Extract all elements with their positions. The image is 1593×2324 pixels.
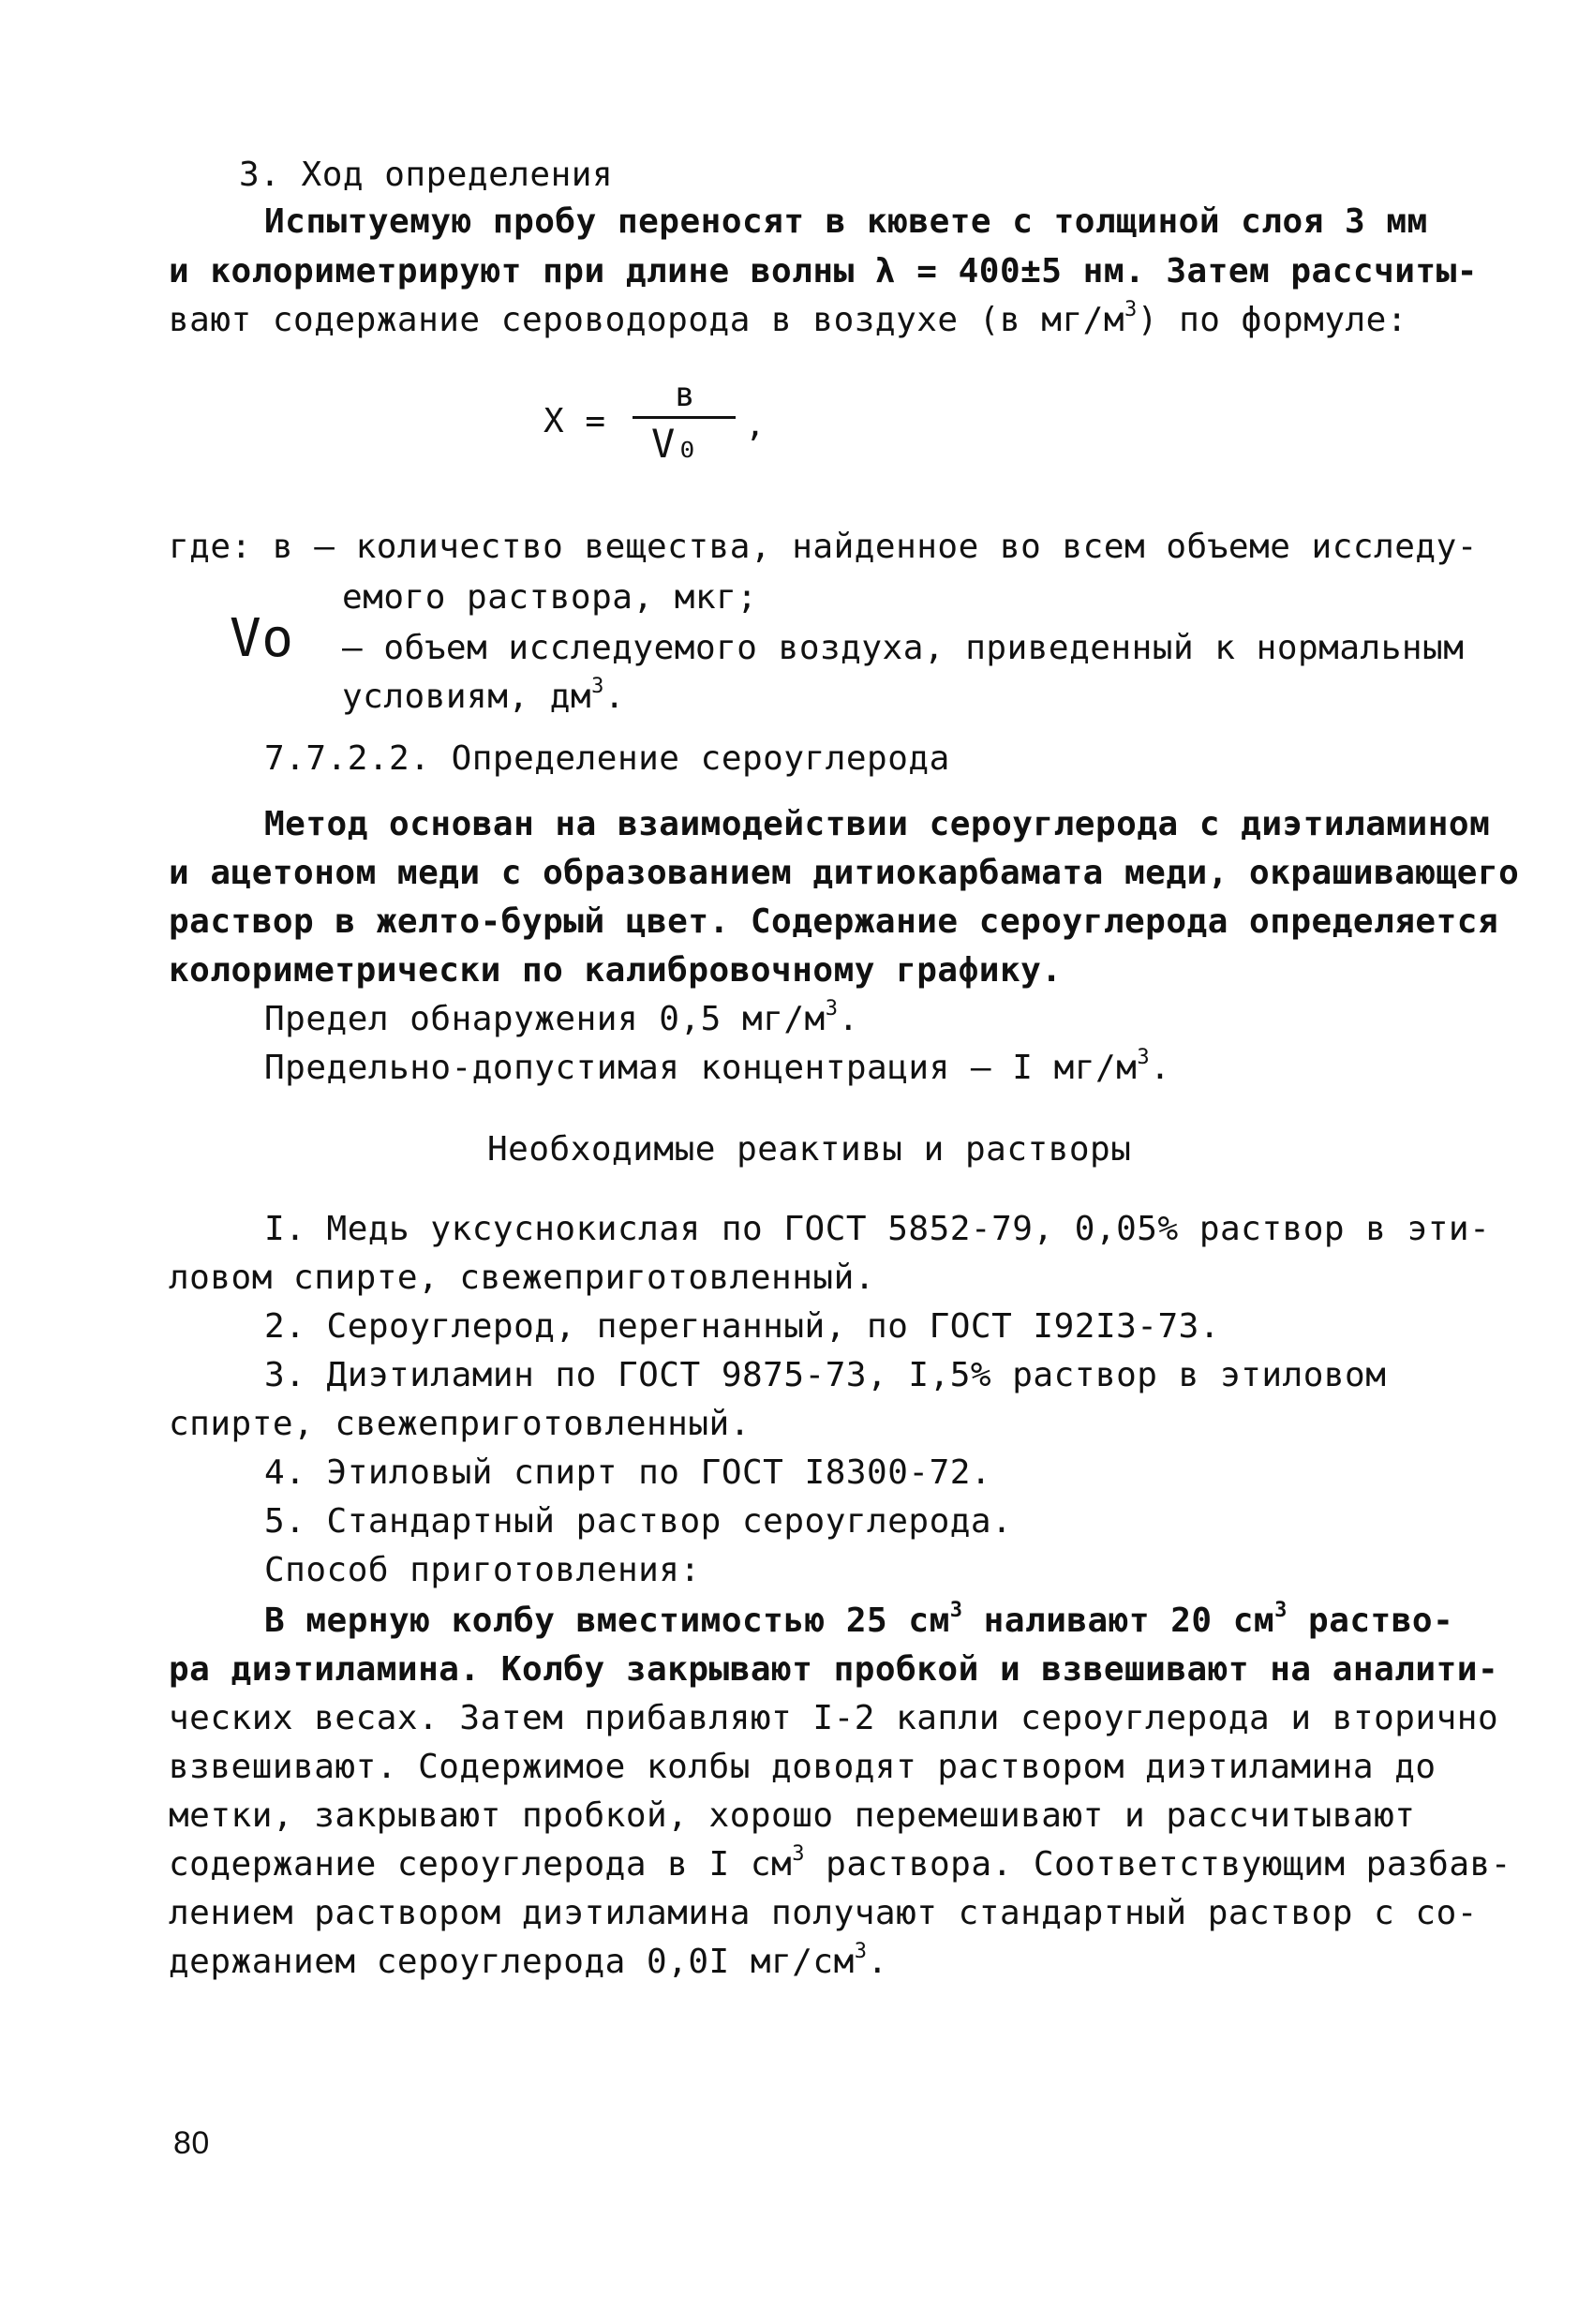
prep-line: лением раствором диэтиламина получают стандартный раствор с со- [169,1894,1478,1932]
where-line: где: в – количество вещества, найденное во всем объеме исследу- [169,528,1478,566]
prep-line: держанием сероуглерода 0,0I $мг/см^3$. [169,1940,888,1981]
detection-limit: Предел обнаружения 0,5 $мг/м^3$. [264,997,859,1038]
mac-limit: Предельно-допустимая концентрация – I $мг/м^3$. [264,1046,1171,1087]
formula: X = в V₀ , [543,376,767,467]
page-number: 80 [173,2125,210,2161]
prep-line: содержание сероуглерода в I $см^3$ раствора. Соответствующим разбав- [169,1842,1511,1884]
section-heading: 3. Ход определения [239,156,614,194]
text-line: колориметрически по калибровочному графику. [169,951,1063,990]
text-line: Испытуемую пробу переносят в кювете с толщиной слоя 3 мм [264,202,1428,241]
list-item: 2. Сероуглерод, перегнанный, по ГОСТ I92I3-73. [264,1307,1220,1346]
reagents-heading: Необходимые реактивы и растворы [487,1130,1132,1169]
prep-line: В мерную колбу вместимостью 25 $см^3$ наливают 20 $см^3$ раство- [264,1599,1454,1640]
list-item: 4. Этиловый спирт по ГОСТ I8300-72. [264,1453,992,1492]
text-line: вают содержание сероводорода в воздухе (в $мг/м^3$) по формуле: [169,298,1408,339]
where-line: – объем исследуемого воздуха, приведенный к нормальным [342,629,1465,667]
text-line: и колориметрируют при длине волны λ = 400±5 нм. Затем рассчиты- [169,252,1478,290]
list-item: спирте, свежеприготовленный. [169,1405,751,1443]
text-line: раствор в желто-бурый цвет. Содержание сероуглерода определяется [169,902,1499,941]
prep-line: ческих весах. Затем прибавляют I-2 капли сероуглерода и вторично [169,1699,1499,1737]
list-item: 3. Диэтиламин по ГОСТ 9875-73, I,5% раствор в этиловом [264,1356,1387,1394]
fraction-bar [633,416,736,419]
prep-line: взвешивают. Содержимое колбы доводят раствором диэтиламина до [169,1748,1437,1786]
text-line: Метод основан на взаимодействии сероуглерода с диэтиламином [264,805,1491,843]
list-item: Способ приготовления: [264,1551,701,1589]
vo-symbol: Vo [230,608,294,669]
list-item: ловом спирте, свежеприготовленный. [169,1259,875,1297]
list-item: I. Медь уксуснокислая по ГОСТ 5852-79, 0,05% раствор в эти- [264,1210,1491,1248]
text-line: и ацетоном меди с образованием дитиокарбамата меди, окрашивающего [169,854,1520,892]
where-line: условиям, $дм^3$. [342,675,626,716]
prep-line: ра диэтиламина. Колбу закрывают пробкой и взвешивают на аналити- [169,1650,1499,1689]
list-item: 5. Стандартный раствор сероуглерода. [264,1502,1013,1541]
where-line: емого раствора, мкг; [342,578,758,617]
prep-line: метки, закрывают пробкой, хорошо перемешивают и рассчитывают [169,1796,1416,1835]
subsection-heading: 7.7.2.2. Определение сероуглерода [264,739,950,778]
